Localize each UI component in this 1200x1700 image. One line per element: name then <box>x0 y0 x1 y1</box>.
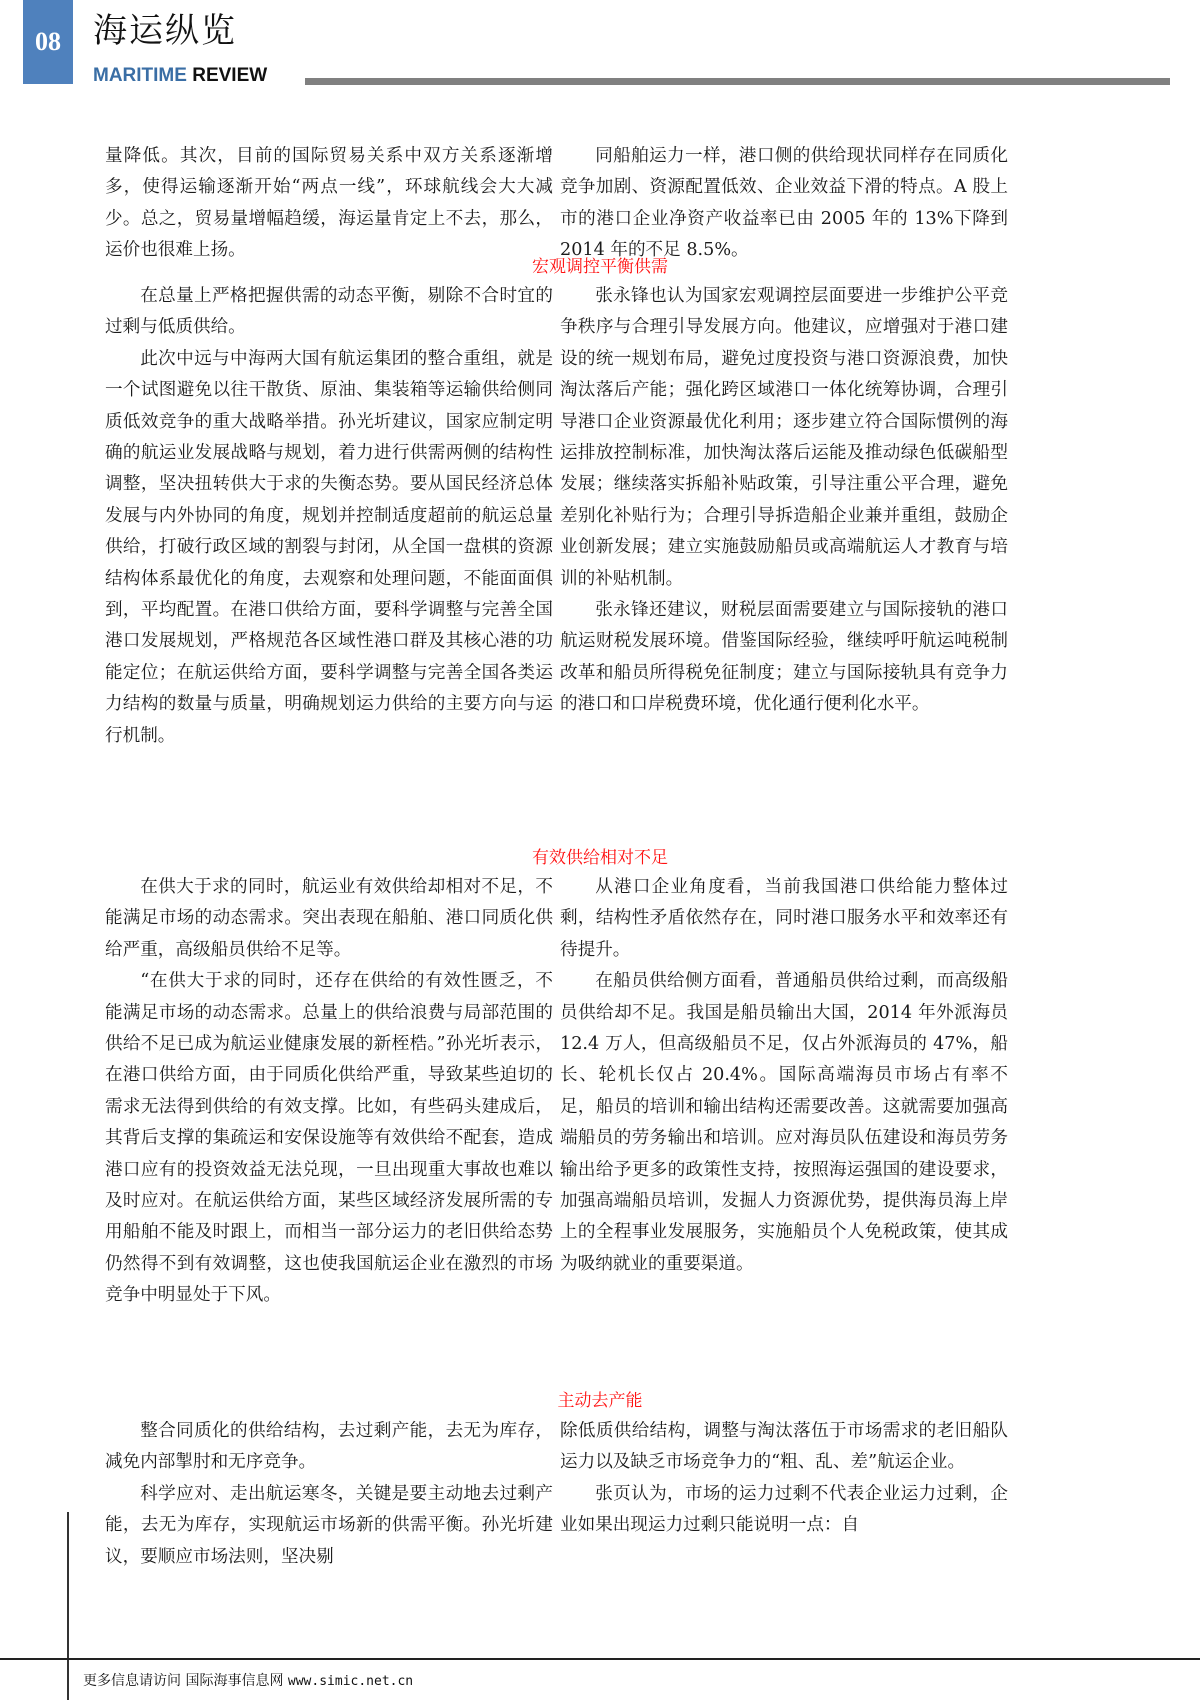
capacity-left-column <box>105 1416 553 1573</box>
paragraph: 在船员供给侧方面看，普通船员供给过剩，而高级船员供给却不足。我国是船员输出大国，2014 年外派海员 12.4 万人，但高级船员不足，仅占外派海员的 47%，船长、轮机长仅占 20.4%。国际高端海员市场占有率不足，船员的培训和输出结构还需要改善。这就需要加强高端船员的劳务输出和培训。应对海员队伍建设和海员劳务输出给予更多的政策性支持，按照海运强国的建设要求，加强高端船员培训，发掘人力资源优势，提供海员海上岸上的全程事业发展服务，实施船员个人免税政策，使其成为吸纳就业的重要渠道。 <box>560 971 1008 1274</box>
subtitle-maritime: MARITIME <box>93 65 187 86</box>
paragraph: 张页认为，市场的运力过剩不代表企业运力过剩，企业如果出现运力过剩只能说明一点：自 <box>560 1483 1008 1536</box>
magazine-title: 海运纵览 <box>93 11 237 51</box>
intro-left-column <box>105 141 553 267</box>
page-number: 08 <box>35 27 61 56</box>
margin-vertical-rule <box>67 1512 69 1700</box>
macro-left-column <box>105 281 553 752</box>
subtitle-review: REVIEW <box>192 65 268 86</box>
header-rule <box>305 78 1170 85</box>
footer-rule <box>0 1658 1200 1660</box>
footer-url[interactable]: www.simic.net.cn <box>287 1674 414 1689</box>
paragraph: 整合同质化的供给结构，去过剩产能，去无为库存，减免内部掣肘和无序竞争。 <box>105 1421 553 1473</box>
paragraph: 从港口企业角度看，当前我国港口供给能力整体过剩，结构性矛盾依然存在，同时港口服务水平和效率还有待提升。 <box>560 877 1008 960</box>
macro-right-column <box>560 281 1008 721</box>
paragraph: 在总量上严格把握供需的动态平衡，剔除不合时宜的过剩与低质供给。 <box>105 286 553 338</box>
intro-right-column <box>560 141 1008 267</box>
paragraph: 同船舶运力一样，港口侧的供给现状同样存在同质化竞争加剧、资源配置低效、企业效益下滑的特点。A 股上市的港口企业净资产收益率已由 2005 年的 13%下降到 2014 年的不足 8.5%。 <box>560 146 1008 261</box>
paragraph: 张永锋还建议，财税层面需要建立与国际接轨的港口航运财税发展环境。借鉴国际经验，继续呼吁航运吨税制改革和船员所得税免征制度；建立与国际接轨具有竞争力的港口和口岸税费环境，优化通行便利化水平。 <box>560 600 1008 715</box>
footer <box>83 1670 413 1690</box>
page-number-box <box>23 0 73 84</box>
effective-right-column <box>560 872 1008 1280</box>
section-heading-macro: 宏观调控平衡供需 <box>532 257 668 277</box>
effective-left-column <box>105 872 553 1312</box>
paragraph: “在供大于求的同时，还存在供给的有效性匮乏，不能满足市场的动态需求。总量上的供给浪费与局部范围的供给不足已成为航运业健康发展的新桎梏。”孙光圻表示，在港口供给方面，由于同质化供给严重，导致某些迫切的需求无法得到供给的有效支撑。比如，有些码头建成后，其背后支撑的集疏运和安保设施等有效供给不配套，造成港口应有的投资效益无法兑现，一旦出现重大事故也难以及时应对。在航运供给方面，某些区域经济发展所需的专用船舶不能及时跟上，而相当一部分运力的老旧供给态势仍然得不到有效调整，这也使我国航运企业在激烈的市场竞争中明显处于下风。 <box>105 971 553 1306</box>
paragraph: 在供大于求的同时，航运业有效供给却相对不足，不能满足市场的动态需求。突出表现在船舶、港口同质化供给严重，高级船员供给不足等。 <box>105 877 553 960</box>
paragraph: 量降低。其次，目前的国际贸易关系中双方关系逐渐增多，使得运输逐渐开始“两点一线”，环球航线会大大减少。总之，贸易量增幅趋缓，海运量肯定上不去，那么，运价也很难上扬。 <box>105 146 553 261</box>
capacity-right-column <box>560 1416 1008 1542</box>
paragraph: 除低质供给结构，调整与淘汰落伍于市场需求的老旧船队运力以及缺乏市场竞争力的“粗、乱、差”航运企业。 <box>560 1421 1008 1473</box>
paragraph: 此次中远与中海两大国有航运集团的整合重组，就是一个试图避免以往干散货、原油、集装箱等运输供给侧同质低效竞争的重大战略举措。孙光圻建议，国家应制定明确的航运业发展战略与规划，着力进行供需两侧的结构性调整，坚决扭转供大于求的失衡态势。要从国民经济总体发展与内外协同的角度，规划并控制适度超前的航运总量供给，打破行政区域的割裂与封闭，从全国一盘棋的资源结构体系最优化的角度，去观察和处理问题，不能面面俱到，平均配置。在港口供给方面，要科学调整与完善全国港口发展规划，严格规范各区域性港口群及其核心港的功能定位；在航运供给方面，要科学调整与完善全国各类运力结构的数量与质量，明确规划运力供给的主要方向与运行机制。 <box>105 348 553 746</box>
paragraph: 科学应对、走出航运寒冬，关键是要主动地去过剩产能，去无为库存，实现航运市场新的供需平衡。孙光圻建议，要顺应市场法则，坚决剔 <box>105 1483 553 1567</box>
section-heading-effective: 有效供给相对不足 <box>532 848 668 868</box>
paragraph: 张永锋也认为国家宏观调控层面要进一步维护公平竞争秩序与合理引导发展方向。他建议，应增强对于港口建设的统一规划布局，避免过度投资与港口资源浪费，加快淘汰落后产能；强化跨区域港口一体化统筹协调，合理引导港口企业资源最优化利用；逐步建立符合国际惯例的海运排放控制标准，加快淘汰落后运能及推动绿色低碳船型发展；继续落实拆船补贴政策，引导注重公平合理，避免差别化补贴行为；合理引导拆造船企业兼并重组，鼓励企业创新发展；建立实施鼓励船员或高端航运人才教育与培训的补贴机制。 <box>560 286 1008 589</box>
footer-text: 更多信息请访问 国际海事信息网 <box>83 1673 284 1689</box>
magazine-subtitle <box>93 66 267 85</box>
section-heading-capacity: 主动去产能 <box>557 1391 643 1411</box>
